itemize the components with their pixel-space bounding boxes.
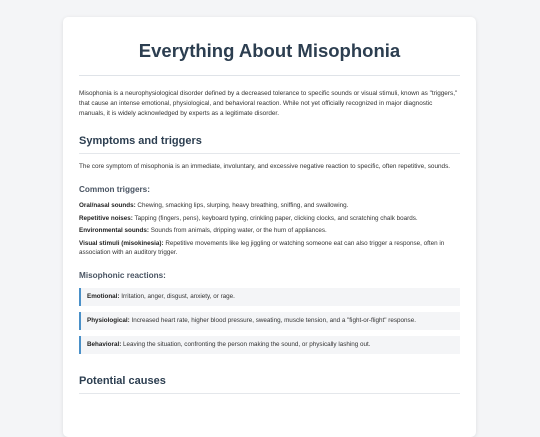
section-heading-causes: Potential causes [79, 374, 166, 387]
reactions-heading: Misophonic reactions: [79, 270, 166, 280]
title-divider [79, 75, 460, 76]
trigger-text: Sounds from animals, dripping water, or the hum of appliances. [148, 227, 327, 234]
section-divider [79, 393, 460, 394]
reaction-label: Behavioral: [87, 340, 122, 348]
page-title: Everything About Misophonia [138, 40, 401, 61]
reaction-callout [79, 312, 460, 330]
triggers-heading: Common triggers: [79, 185, 150, 194]
reaction-label: Physiological: [87, 316, 130, 324]
reaction-text: Increased heart rate, higher blood pressure, sweating, muscle tension, and a "fight-or-flight" response. [129, 316, 416, 324]
section-divider [79, 153, 460, 154]
trigger-item [79, 226, 460, 236]
reaction-text: Irritation, anger, disgust, anxiety, or rage. [119, 292, 235, 300]
trigger-label: Oral/nasal sounds: [79, 202, 136, 209]
trigger-item [79, 239, 460, 258]
section-heading-symptoms: Symptoms and triggers [79, 135, 202, 147]
reaction-label: Emotional: [87, 292, 120, 300]
reaction-callout [79, 288, 460, 306]
trigger-label: Repetitive noises: [79, 214, 133, 222]
trigger-text: Tapping (fingers, pens), keyboard typing, crinkling paper, clicking clocks, and scratching chalk boards. [132, 214, 418, 222]
trigger-label: Visual stimuli (misokinesia): [79, 239, 164, 247]
reactions-list [79, 288, 460, 354]
intro-paragraph: Misophonia is a neurophysiological disorder defined by a decreased tolerance to specific sounds or visual stimuli, known as "triggers," that cause an intense emotional, physiological, and behavioral reaction. While not yet officially recognized in major diagnostic manuals, it is widely acknowledged by experts as a legitimate disorder. [79, 90, 458, 117]
trigger-label: Environmental sounds: [79, 227, 149, 234]
reaction-callout [79, 336, 460, 354]
trigger-item [79, 201, 460, 211]
trigger-item [79, 214, 460, 224]
article-card [63, 17, 476, 437]
trigger-text: Chewing, smacking lips, slurping, heavy breathing, sniffing, and swallowing. [135, 202, 349, 209]
trigger-text: Repetitive movements like leg jiggling or watching someone eat can also trigger a response, often in association with an auditory trigger. [79, 239, 445, 256]
triggers-list [79, 201, 460, 258]
symptoms-paragraph: The core symptom of misophonia is an immediate, involuntary, and excessive negative reaction to specific, often repetitive, sounds. [79, 163, 451, 170]
reaction-text: Leaving the situation, confronting the person making the sound, or physically lashing out. [121, 340, 371, 348]
